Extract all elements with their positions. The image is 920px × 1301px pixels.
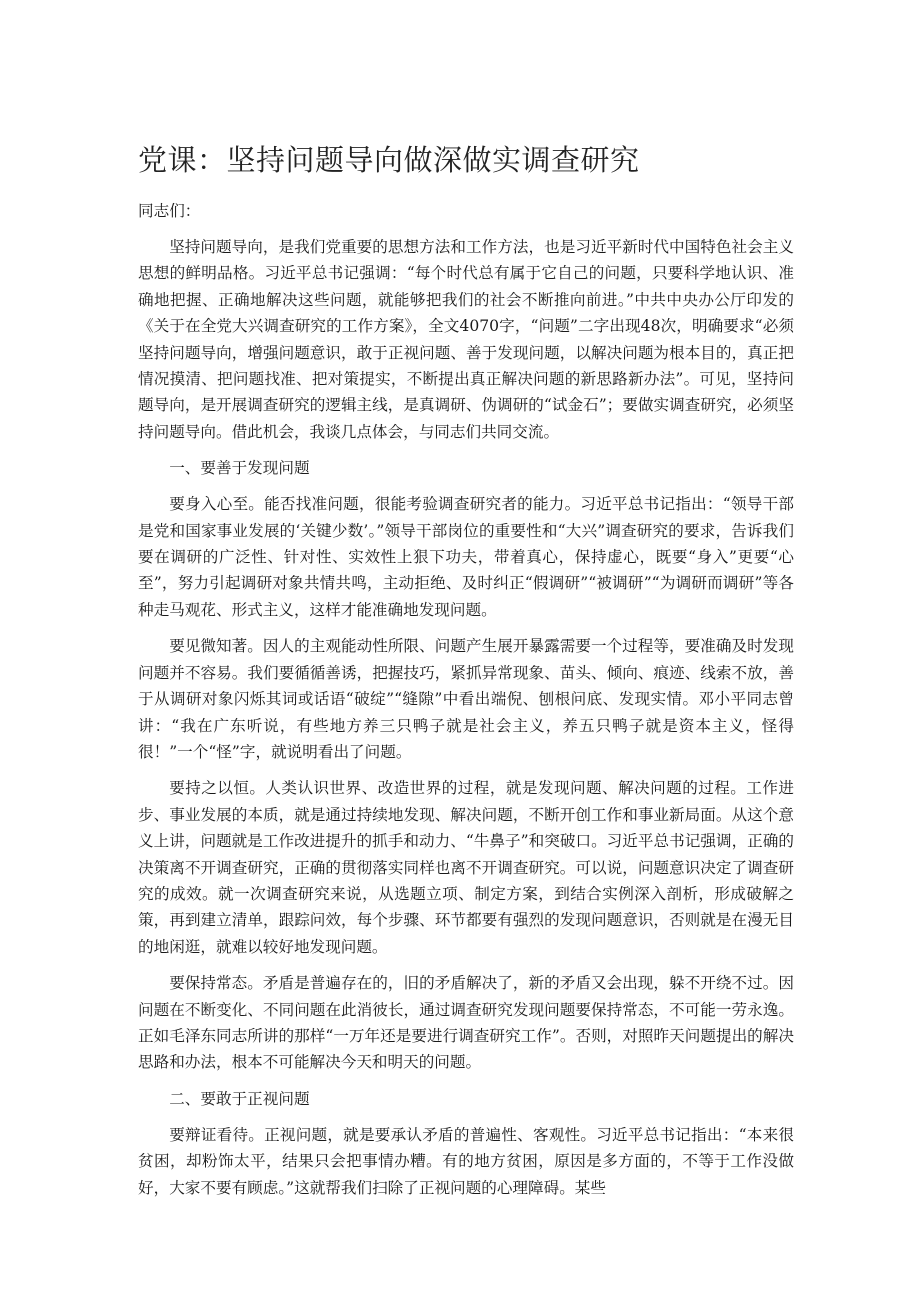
salutation: 同志们： — [138, 202, 201, 220]
paragraph: 要持之以恒。人类认识世界、改造世界的过程，就是发现问题、解决问题的过程。工作进步、事业发展的本质，就是通过持续地发现、解决问题，不断开创工作和事业新局面。从这个意义上讲，问题就是工作改进提升的抓手和动力、“牛鼻子”和突破口。习近平总书记强调，正确的决策离不开调查研究，正确的贯彻落实同样也离不开调查研究。可以说，问题意识决定了调查研究的成效。就一次调查研究来说，从选题立项、制定方案，到结合实例深入剖析，形成破解之策，再到建立清单，跟踪问效，每个步骤、环节都要有强烈的发现问题意识，否则就是在漫无目的地闲逛，就难以较好地发现问题。 — [138, 779, 794, 956]
document-page — [138, 140, 794, 1211]
paragraph: 要保持常态。矛盾是普遍存在的，旧的矛盾解决了，新的矛盾又会出现，躲不开绕不过。因问题在不断变化、不同问题在此消彼长，通过调查研究发现问题要保持常态，不可能一劳永逸。正如毛泽东同志所讲的那样“一万年还是要进行调查研究工作”。否则，对照昨天问题提出的解决思路和办法，根本不可能解决今天和明天的问题。 — [138, 974, 794, 1072]
paragraph: 要辩证看待。正视问题，就是要承认矛盾的普遍性、客观性。习近平总书记指出：“本来很贫困，却粉饰太平，结果只会把事情办糟。有的地方贫困，原因是多方面的，不等于工作没做好，大家不要有顾虑。”这就帮我们扫除了正视问题的心理障碍。某些 — [138, 1125, 794, 1197]
paragraph-intro: 坚持问题导向，是我们党重要的思想方法和工作方法，也是习近平新时代中国特色社会主义思想的鲜明品格。习近平总书记强调：“每个时代总有属于它自己的问题，只要科学地认识、准确地把握、正确地解决这些问题，就能够把我们的社会不断推向前进。”中共中央办公厅印发的《关于在全党大兴调查研究的工作方案》，全文4070字，“问题”二字出现48次，明确要求“必须坚持问题导向，增强问题意识，敢于正视问题、善于发现问题，以解决问题为根本目的，真正把情况摸清、把问题找准、把对策提实，不断提出真正解决问题的新思路新办法”。可见，坚持问题导向，是开展调查研究的逻辑主线，是真调研、伪调研的“试金石”；要做实调查研究，必须坚持问题导向。借此机会，我谈几点体会，与同志们共同交流。 — [138, 238, 794, 441]
paragraph: 要身入心至。能否找准问题，很能考验调查研究者的能力。习近平总书记指出：“领导干部是党和国家事业发展的‘关键少数’。”领导干部岗位的重要性和“大兴”调查研究的要求，告诉我们要在调研的广泛性、针对性、实效性上狠下功夫，带着真心，保持虚心，既要“身入”更要“心至”，努力引起调研对象共情共鸣，主动拒绝、及时纠正“假调研”“被调研”“为调研而调研”等各种走马观花、形式主义，这样才能准确地发现问题。 — [138, 495, 794, 619]
document-title: 党课：坚持问题导向做深做实调查研究 — [138, 143, 640, 177]
section-heading-1: 一、要善于发现问题 — [169, 459, 310, 478]
paragraph: 要见微知著。因人的主观能动性所限、问题产生展开暴露需要一个过程等，要准确及时发现问题并不容易。我们要循循善诱，把握技巧，紧抓异常现象、苗头、倾向、痕迹、线索不放，善于从调研对象闪烁其词或话语“破绽”“缝隙”中看出端倪、刨根问底、发现实情。邓小平同志曾讲：“我在广东听说，有些地方养三只鸭子就是社会主义，养五只鸭子就是资本主义，怪得很！”一个“怪”字，就说明看出了问题。 — [138, 637, 794, 761]
section-heading-2: 二、要敢于正视问题 — [169, 1089, 310, 1108]
